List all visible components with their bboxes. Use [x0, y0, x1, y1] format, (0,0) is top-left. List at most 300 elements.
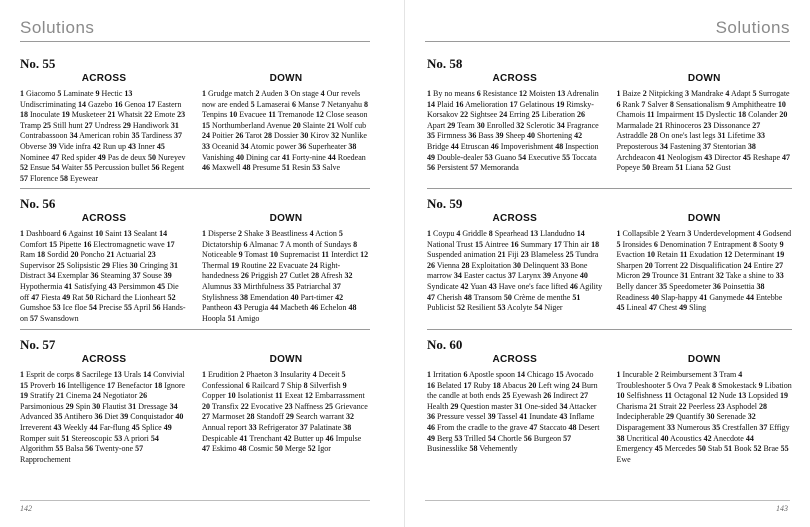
answer-text: Splice: [141, 422, 162, 432]
clue-number: 43: [488, 281, 497, 291]
answer-text: On one's last legs: [659, 131, 716, 141]
answer-text: Preposterous: [616, 141, 658, 151]
clue-number: 49: [427, 152, 435, 162]
answer-entry: [617, 240, 652, 249]
clue-number: 4: [312, 370, 317, 379]
clue-number: 46: [569, 281, 578, 291]
clue-number: 45: [654, 444, 663, 454]
clue-number: 17: [509, 99, 518, 109]
clue-number: 13: [123, 229, 132, 238]
clue-number: 30: [300, 131, 309, 141]
answer-entry: [325, 402, 368, 411]
answer-entry: [53, 303, 87, 312]
answer-entry: [726, 100, 776, 109]
clue-number: 25: [502, 391, 511, 401]
answer-text: Perugia: [243, 303, 269, 313]
clue-number: 20: [202, 401, 210, 411]
answer-entry: [712, 381, 757, 390]
answer-text: Vanishing: [202, 152, 234, 162]
puzzle-block-60: [427, 337, 792, 465]
answer-entry: [321, 100, 362, 109]
answer-entry: [123, 121, 169, 130]
clue-number: 37: [507, 271, 516, 281]
answer-text: Run up: [102, 141, 127, 151]
answer-entry: [617, 391, 663, 400]
clue-number: 30: [706, 412, 715, 422]
answer-text: Astraddle: [616, 131, 648, 141]
clue-number: 39: [48, 141, 57, 151]
clue-number: 21: [654, 120, 663, 130]
answer-text: Sharpen: [616, 260, 643, 270]
answer-entry: [61, 434, 112, 443]
clue-number: 10: [616, 391, 625, 401]
answer-text: Book: [734, 444, 752, 454]
answer-text: Serenade: [716, 412, 746, 422]
clue-number: 41: [64, 281, 73, 291]
answer-text: Oceanid: [212, 141, 239, 151]
answer-text: Priggish: [250, 271, 278, 281]
clue-number: 12: [708, 391, 717, 401]
answer-text: Hoopla: [202, 313, 226, 323]
clue-number: 38: [343, 422, 352, 432]
clue-number: 34: [69, 131, 78, 141]
across-column: [427, 213, 603, 314]
answer-text: April: [133, 303, 151, 313]
clue-number: 12: [304, 391, 313, 401]
answer-text: Sheep: [505, 131, 526, 141]
answer-entry: [680, 250, 722, 259]
answer-entry: [427, 434, 452, 443]
answer-text: Dossier: [273, 131, 299, 141]
answer-text: Solipsistic: [66, 260, 101, 270]
clue-number: 41: [657, 152, 666, 162]
answer-entry: [106, 250, 145, 259]
answer-entry: [687, 229, 754, 238]
answer-entry: [641, 100, 667, 109]
answer-entry: [312, 163, 340, 172]
clue-number: 23: [716, 401, 725, 411]
answer-entry: [78, 100, 112, 109]
answer-entry: [239, 250, 268, 259]
answer-text: Distract: [20, 271, 46, 281]
answer-text: Fastening: [669, 141, 701, 151]
clue-number: 26: [235, 131, 244, 141]
answer-entry: [114, 434, 149, 443]
clue-number: 48: [568, 422, 577, 432]
clue-number: 26: [576, 110, 585, 120]
answer-entry: [753, 240, 778, 249]
answer-text: Pas de deux: [107, 152, 146, 162]
clue-number: 19: [61, 110, 70, 120]
answer-entry: [753, 444, 778, 453]
clue-number: 11: [275, 391, 283, 401]
answer-text: Stratify: [30, 391, 54, 401]
answer-entry: [655, 121, 701, 130]
clue-number: 15: [555, 370, 564, 379]
answer-text: Underdevelopment: [693, 229, 755, 238]
answer-text: Intelligence: [67, 380, 106, 390]
answer-entry: [724, 444, 751, 453]
answer-entry: [489, 282, 568, 291]
answer-entry: [285, 402, 323, 411]
clue-number: 3: [713, 370, 718, 379]
clue-number: 38: [616, 433, 625, 443]
clue-number: 10: [227, 391, 236, 401]
clue-number: 35: [286, 281, 295, 291]
answer-text: Toccata: [571, 152, 597, 162]
answer-entry: [298, 142, 346, 151]
answer-text: One-sided: [524, 401, 558, 411]
clue-number: 13: [113, 370, 122, 379]
puzzle-title: No. 60: [427, 337, 463, 352]
answer-entry: [759, 381, 792, 390]
answer-entry: [427, 261, 459, 270]
answer-text: Irritation: [433, 370, 462, 379]
answer-text: Entebbe: [756, 292, 783, 302]
answer-entry: [655, 370, 712, 379]
answer-entry: [286, 282, 331, 291]
answer-text: Poinsettia: [722, 281, 755, 291]
answer-entry: [675, 163, 703, 172]
answer-text: Negotiator: [102, 391, 138, 401]
answer-entry: [685, 89, 723, 98]
answer-text: Aintree: [484, 239, 509, 249]
clue-number: 23: [177, 110, 186, 120]
answer-text: Emote: [154, 110, 176, 120]
across-heading: ACROSS: [81, 213, 127, 224]
answer-entry: [660, 142, 701, 151]
answer-entry: [114, 370, 141, 379]
clue-number: 26: [427, 260, 435, 270]
answer-text: Supervisor: [20, 260, 55, 270]
clue-number: 1: [202, 229, 206, 238]
answer-text: Rat: [72, 292, 84, 302]
across-answers: [20, 229, 188, 324]
answer-text: Bridge: [427, 141, 449, 151]
answer-text: Businesslike: [427, 444, 468, 454]
clue-number: 57: [30, 313, 38, 323]
answer-entry: [202, 89, 254, 98]
answer-text: Satisfying: [74, 281, 107, 291]
answer-entry: [485, 153, 516, 162]
answer-text: Apostle spoon: [469, 370, 515, 379]
clue-number: 9: [758, 380, 763, 390]
clue-number: 46: [490, 141, 499, 151]
answer-entry: [238, 229, 264, 238]
answer-entry: [328, 153, 366, 162]
clue-number: 43: [128, 141, 137, 151]
clue-number: 15: [20, 380, 28, 390]
answer-entry: [292, 100, 319, 109]
answer-entry: [251, 100, 290, 109]
clue-number: 8: [363, 99, 368, 109]
answer-text: Staccato: [539, 422, 567, 432]
answer-text: Spearhead: [494, 229, 529, 238]
clue-number: 52: [753, 444, 762, 454]
answer-entry: [202, 370, 238, 379]
answer-entry: [504, 293, 570, 302]
answer-entry: [202, 229, 236, 238]
answer-text: Executive: [528, 152, 561, 162]
puzzle-title: No. 58: [427, 56, 463, 71]
clue-number: 17: [463, 380, 472, 390]
down-heading: DOWN: [687, 354, 721, 365]
clue-number: 25: [565, 250, 574, 260]
header-rule: [20, 41, 370, 42]
answer-entry: [643, 89, 683, 98]
answer-entry: [241, 142, 297, 151]
answer-text: Steaming: [100, 271, 131, 281]
answer-entry: [240, 293, 289, 302]
answer-text: Impairment: [656, 110, 694, 120]
clue-number: 26: [240, 271, 249, 281]
clue-number: 4: [309, 229, 314, 238]
clue-number: 4: [738, 370, 743, 379]
answer-text: By no means: [433, 89, 475, 98]
clue-number: 44: [270, 303, 279, 313]
clue-number: 18: [591, 239, 600, 249]
clue-number: 39: [495, 131, 504, 141]
answer-entry: [704, 434, 744, 443]
puzzle-block-57: [20, 337, 370, 465]
clue-number: 43: [704, 152, 713, 162]
clue-number: 30: [513, 260, 522, 270]
answer-entry: [617, 229, 659, 238]
clue-number: 7: [688, 380, 693, 390]
clue-number: 31: [170, 120, 179, 130]
clue-number: 31: [680, 271, 689, 281]
answer-text: Phaeton: [246, 370, 272, 379]
answer-text: Proverb: [30, 380, 56, 390]
clue-number: 36: [94, 412, 103, 422]
answer-text: Amphitheatre: [731, 99, 776, 109]
answer-entry: [717, 402, 757, 411]
answer-entry: [530, 229, 575, 238]
clue-number: 57: [470, 163, 479, 173]
answer-text: Comfort: [20, 239, 48, 249]
clue-number: 10: [646, 250, 655, 260]
clue-number: 5: [667, 380, 672, 390]
clue-number: 1: [202, 89, 206, 98]
clue-number: 28: [758, 401, 767, 411]
clue-number: 43: [559, 412, 568, 422]
answer-text: Trenchant: [249, 433, 282, 443]
clue-number: 7: [321, 99, 326, 109]
clue-number: 53: [52, 303, 61, 313]
clue-number: 39: [487, 412, 496, 422]
answer-entry: [20, 391, 54, 400]
answer-text: Refrigerator: [258, 422, 298, 432]
answer-entry: [311, 271, 342, 280]
clue-number: 32: [747, 412, 756, 422]
answer-entry: [647, 250, 678, 259]
answer-text: Syndicate: [427, 281, 459, 291]
answer-text: Sooty: [758, 239, 778, 249]
clue-number: 20: [779, 110, 788, 120]
clue-number: 22: [460, 110, 469, 120]
answer-entry: [497, 303, 532, 312]
answer-text: Surrogate: [758, 89, 790, 98]
answer-entry: [534, 303, 562, 312]
answer-text: Igor: [317, 444, 331, 454]
answer-text: Auden: [261, 89, 283, 98]
answer-text: Manse: [297, 99, 320, 109]
clue-number: 21: [497, 250, 506, 260]
answer-entry: [85, 444, 133, 453]
answer-entry: [300, 131, 329, 140]
answer-entry: [20, 174, 58, 183]
answer-text: Benefactor: [117, 380, 153, 390]
clue-number: 34: [47, 271, 56, 281]
answer-text: Netanyahu: [327, 99, 362, 109]
clue-number: 55: [123, 303, 132, 313]
answer-text: Dressage: [138, 401, 168, 411]
clue-number: 3: [265, 229, 270, 238]
answer-text: Advanced: [20, 412, 53, 422]
answer-text: Bone marrow: [427, 260, 588, 281]
clue-number: 18: [37, 250, 46, 260]
answer-entry: [746, 293, 782, 302]
clue-number: 4: [456, 229, 461, 238]
answer-text: Troubleshooter: [616, 380, 666, 390]
answer-entry: [708, 240, 751, 249]
answer-entry: [151, 163, 184, 172]
clue-number: 47: [427, 292, 435, 302]
answer-entry: [528, 381, 569, 390]
answer-entry: [556, 370, 594, 379]
clue-number: 27: [775, 260, 784, 270]
answer-entry: [280, 271, 310, 280]
answer-entry: [20, 229, 61, 238]
answer-text: Resistance: [482, 89, 517, 98]
answer-entry: [569, 423, 600, 432]
answer-text: Macbeth: [280, 303, 309, 313]
answer-text: Coypu: [433, 229, 455, 238]
answer-entry: [85, 121, 121, 130]
answer-text: Exploitation: [471, 260, 512, 270]
down-answers: [617, 370, 793, 465]
answer-entry: [148, 153, 186, 162]
answer-text: Electromagnetic wave: [93, 239, 165, 249]
answer-entry: [698, 444, 722, 453]
answer-entry: [275, 391, 303, 400]
answer-entry: [57, 261, 100, 270]
answer-text: Persistent: [437, 163, 469, 173]
answer-text: Adrenalin: [566, 89, 599, 98]
clue-number: 36: [712, 281, 721, 291]
clue-number: 51: [227, 313, 236, 323]
clue-number: 54: [150, 433, 159, 443]
answer-entry: [642, 163, 673, 172]
clue-number: 1: [20, 370, 24, 379]
clue-number: 16: [57, 380, 66, 390]
answer-text: Inoculate: [30, 110, 60, 120]
clue-number: 21: [107, 110, 116, 120]
clue-number: 40: [579, 271, 588, 281]
answer-entry: [270, 303, 308, 312]
answer-text: Afresh: [320, 271, 343, 281]
answer-text: Charisma: [616, 401, 648, 411]
answer-text: Algorithm: [20, 444, 54, 454]
clue-number: 43: [53, 422, 62, 432]
puzzle-title: No. 57: [20, 337, 56, 352]
answer-text: Vide infra: [58, 141, 91, 151]
answer-text: Plaid: [437, 99, 454, 109]
answer-text: Evacuee: [239, 110, 267, 120]
answer-entry: [703, 142, 746, 151]
clue-number: 54: [487, 433, 496, 443]
answer-entry: [282, 163, 310, 172]
clue-number: 31: [170, 260, 179, 270]
clue-number: 57: [20, 173, 28, 183]
answer-entry: [331, 131, 367, 140]
clue-number: 24: [571, 380, 580, 390]
clue-number: 40: [650, 292, 659, 302]
clue-number: 37: [332, 281, 341, 291]
clue-number: 32: [331, 131, 340, 141]
clue-number: 35: [712, 422, 721, 432]
clue-number: 56: [151, 163, 160, 173]
puzzle-block-58: [427, 56, 792, 174]
clue-number: 56: [85, 444, 94, 454]
clue-number: 55: [562, 152, 571, 162]
clue-number: 29: [122, 120, 131, 130]
clue-number: 1: [616, 89, 621, 98]
answer-entry: [679, 303, 706, 312]
down-heading: DOWN: [269, 213, 303, 224]
answer-text: Eyewash: [512, 391, 542, 401]
answer-text: Noticeable: [202, 250, 237, 260]
answer-entry: [519, 412, 557, 421]
answer-text: Far-flung: [99, 422, 130, 432]
answer-entry: [70, 131, 130, 140]
answer-text: Brae: [763, 444, 779, 454]
right-page: [405, 0, 810, 527]
answer-entry: [202, 142, 239, 151]
answer-entry: [617, 434, 659, 443]
answer-entry: [517, 370, 554, 379]
clue-number: 11: [679, 250, 688, 260]
clue-number: 29: [285, 412, 294, 422]
clue-number: 25: [43, 120, 52, 130]
answer-entry: [543, 391, 578, 400]
answer-entry: [20, 370, 74, 379]
section-rule: [427, 329, 792, 330]
answer-text: Reimbursement: [660, 370, 712, 379]
answer-text: Uncritical: [626, 433, 659, 443]
clue-number: 16: [510, 239, 519, 249]
answer-text: Resin: [292, 163, 311, 173]
answer-text: Slainte: [302, 120, 325, 130]
answer-text: Anyone: [552, 271, 578, 281]
answer-text: Spin: [75, 401, 91, 411]
down-answers: [202, 370, 370, 455]
across-heading: ACROSS: [81, 73, 127, 84]
clue-number: 18: [154, 380, 163, 390]
answer-text: Percussion bullet: [94, 163, 150, 173]
clue-number: 18: [738, 110, 747, 120]
clue-number: 21: [56, 391, 64, 401]
across-column: [20, 354, 188, 465]
answer-text: A priori: [123, 433, 149, 443]
down-column: [202, 213, 370, 324]
answer-text: Railcard: [251, 380, 279, 390]
clue-number: 52: [20, 163, 28, 173]
clue-number: 27: [279, 271, 288, 281]
answer-text: Liana: [685, 163, 704, 173]
clue-number: 25: [324, 401, 333, 411]
clue-number: 57: [563, 433, 572, 443]
